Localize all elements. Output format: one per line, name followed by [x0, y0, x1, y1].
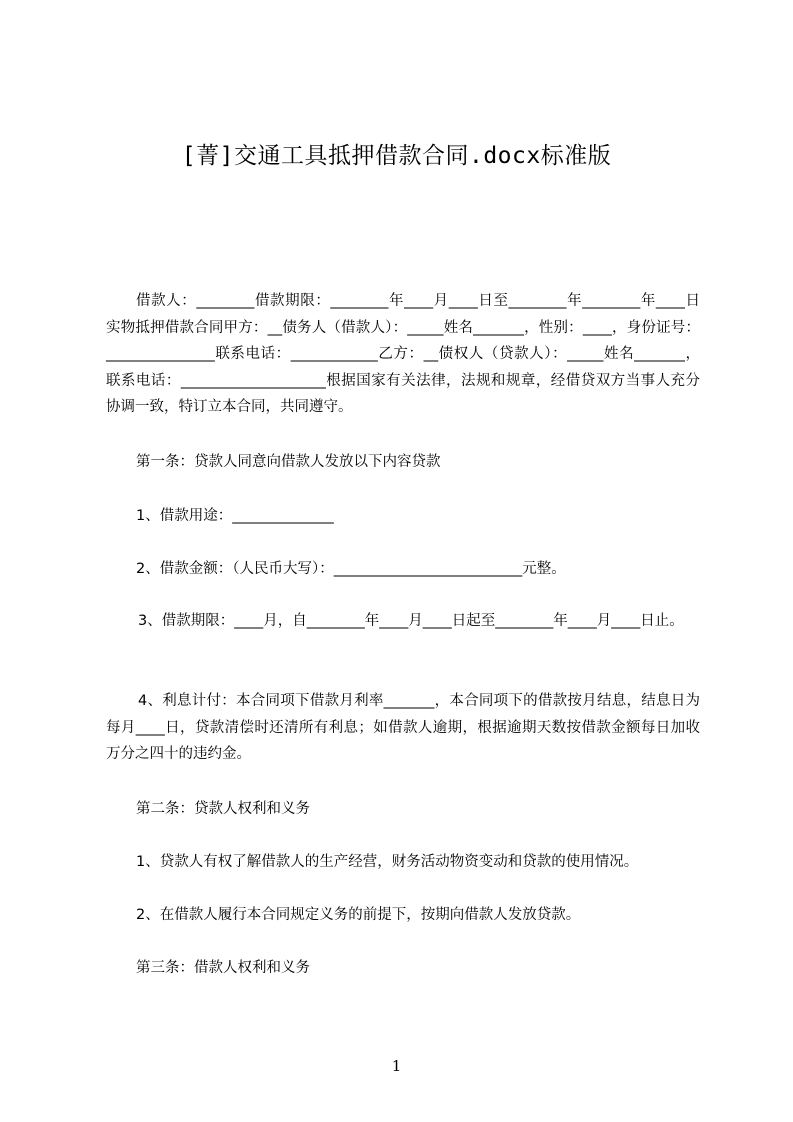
article-2-item-2: 2、在借款人履行本合同规定义务的前提下，按期向借款人发放贷款。: [136, 907, 581, 923]
document-title: [菁]交通工具抵押借款合同.docx标准版: [181, 143, 612, 169]
article-2-item-1: 1、贷款人有权了解借款人的生产经营，财务活动物资变动和贷款的使用情况。: [136, 854, 639, 870]
article-1-item-1: 1、借款用途：______________: [136, 508, 334, 524]
article-2-heading: 第二条：贷款人权利和义务: [136, 801, 310, 817]
page-number: 1: [391, 1057, 402, 1075]
intro-paragraph: 借款人：________借款期限：________年____月____日至________年________年____日实物抵押借款合同甲方：__债务人（借款人）：_____姓名_______，性别：____，身份证号：_______________联系电话：____________乙方：__债权人（贷款人）：_____姓名_______，联系电话：____________________根据国家有关法律，法规和规章，经借贷双方当事人充分协调一致，特订立本合同，共同遵守。: [106, 293, 700, 415]
article-1-item-3: 3、借款期限：____月，自________年____月____日起至________年____月____日止。: [138, 613, 684, 629]
article-1-item-4: 4、利息计付：本合同项下借款月利率_______，本合同项下的借款按月结息，结息日为每月____日，贷款清偿时还清所有利息；如借款人逾期，根据逾期天数按借款金额每日加收万分之四十的违约金。: [106, 693, 700, 762]
article-1-heading: 第一条：贷款人同意向借款人发放以下内容贷款: [136, 454, 441, 470]
article-1-item-2: 2、借款金额：（人民币大写）：__________________________元整。: [136, 561, 566, 577]
article-3-heading: 第三条：借款人权利和义务: [136, 960, 310, 976]
